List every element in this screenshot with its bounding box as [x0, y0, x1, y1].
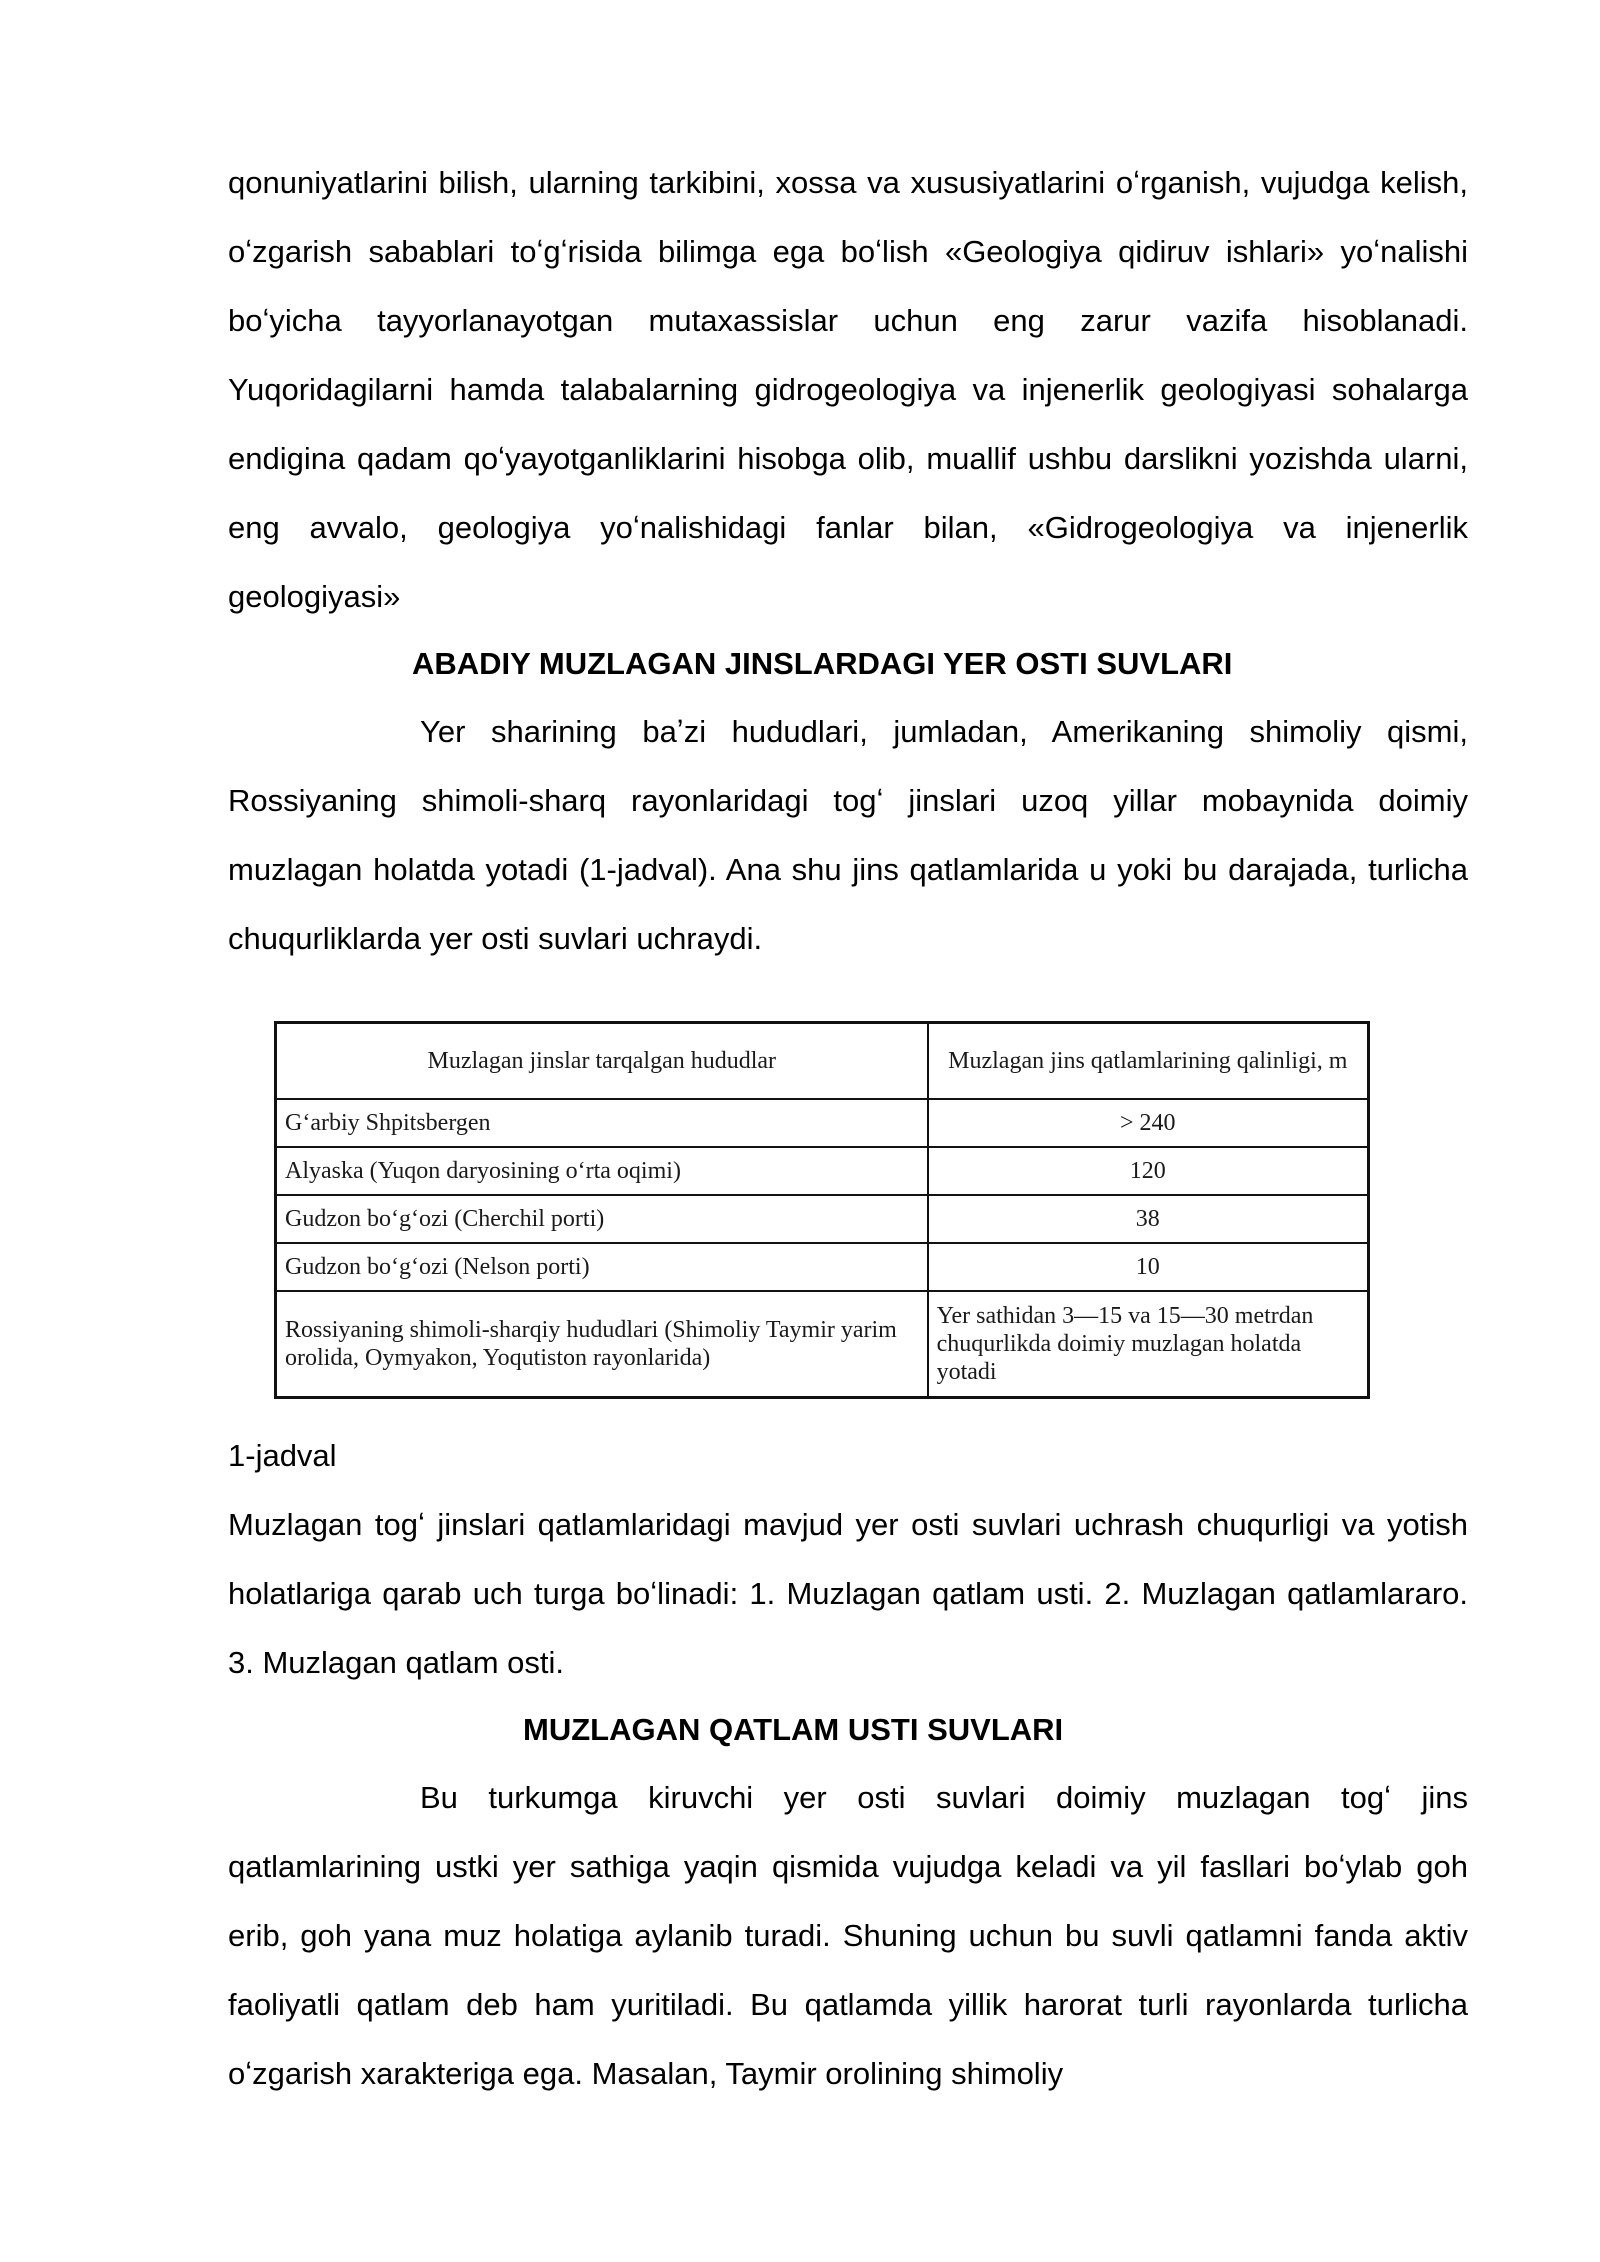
section-heading-suprapermafrost-water: MUZLAGAN QATLAM USTI SUVLARI	[523, 1712, 1064, 1747]
table-cell-thickness: 10	[928, 1243, 1369, 1291]
table-cell-thickness: > 240	[928, 1099, 1369, 1147]
table-row	[276, 1147, 1369, 1195]
table-cell-thickness: 120	[928, 1147, 1369, 1195]
table-row	[276, 1195, 1369, 1243]
table-caption: 1-jadval	[228, 1438, 337, 1473]
table-header-row	[276, 1023, 1369, 1100]
table-row	[276, 1099, 1369, 1147]
table-row	[276, 1243, 1369, 1291]
section-heading-permafrost-groundwater: ABADIY MUZLAGAN JINSLARDAGI YER OSTI SUVLARI	[412, 646, 1233, 681]
table-cell-thickness: 38	[928, 1195, 1369, 1243]
table-row	[276, 1291, 1369, 1398]
table-cell-thickness: Yer sathidan 3—15 va 15—30 metrdan chuqurlikda doimiy muzlagan holatda yotadi	[928, 1291, 1369, 1398]
table-header-region: Muzlagan jinslar tarqalgan hududlar	[276, 1023, 928, 1100]
paragraph-groundwater-types: Muzlagan togʻ jinslari qatlamlaridagi mavjud yer osti suvlari uchrash chuqurligi va yotish holatlariga qarab uch turga boʻlinadi: 1. Muzlagan qatlam usti. 2. Muzlagan qatlamlararo. 3. Muzlagan qatlam osti.	[228, 1507, 1468, 1680]
paragraph-active-layer: Bu turkumga kiruvchi yer osti suvlari doimiy muzlagan togʻ jins qatlamlarining ustki yer sathiga yaqin qismida vujudga keladi va yil fasllari boʻylab goh erib, goh yana muz holatiga aylanib turadi. Shuning uchun bu suvli qatlamni fanda aktiv faoliyatli qatlam deb ham yuritiladi. Bu qatlamda yillik harorat turli rayonlarda turlicha oʻzgarish xarakteriga ega. Masalan, Taymir orolining shimoliy	[228, 1780, 1468, 2091]
table-cell-region: Rossiyaning shimoli-sharqiy hududlari (Shimoliy Taymir yarim orolida, Oymyakon, Yoqutiston rayonlarida)	[276, 1291, 928, 1398]
document-page	[228, 148, 1468, 2108]
paragraph-permafrost-regions: Yer sharining baʼzi hududlari, jumladan, Amerikaning shimoliy qismi, Rossiyaning shimoli-sharq rayonlaridagi togʻ jinslari uzoq yillar mobaynida doimiy muzlagan holatda yotadi (1-jadval). Ana shu jins qatlamlarida u yoki bu darajada, turlicha chuqurliklarda yer osti suvlari uchraydi.	[228, 714, 1468, 956]
table-header-thickness: Muzlagan jins qatlamlarining qalinligi, m	[928, 1023, 1369, 1100]
table-cell-region: Gʻarbiy Shpitsbergen	[276, 1099, 928, 1147]
table-cell-region: Alyaska (Yuqon daryosining oʻrta oqimi)	[276, 1147, 928, 1195]
table-cell-region: Gudzon boʻgʻozi (Cherchil porti)	[276, 1195, 928, 1243]
permafrost-thickness-table	[274, 1021, 1370, 1399]
permafrost-table-image	[274, 1021, 1370, 1399]
table-cell-region: Gudzon boʻgʻozi (Nelson porti)	[276, 1243, 928, 1291]
paragraph-intro: qonuniyatlarini bilish, ularning tarkibini, xossa va xususiyatlarini oʻrganish, vujudga kelish, oʻzgarish sabablari toʻgʻrisida bilimga ega boʻlish «Geologiya qidiruv ishlari» yoʻnalishi boʻyicha tayyorlanayotgan mutaxassislar uchun eng zarur vazifa hisoblanadi. Yuqoridagilarni hamda talabalarning gidrogeologiya va injenerlik geologiyasi sohalarga endigina qadam qoʻyayotganliklarini hisobga olib, muallif ushbu darslikni yozishda ularni, eng avvalo, geologiya yoʻnalishidagi fanlar bilan, «Gidrogeologiya va injenerlik geologiyasi»	[228, 165, 1468, 614]
